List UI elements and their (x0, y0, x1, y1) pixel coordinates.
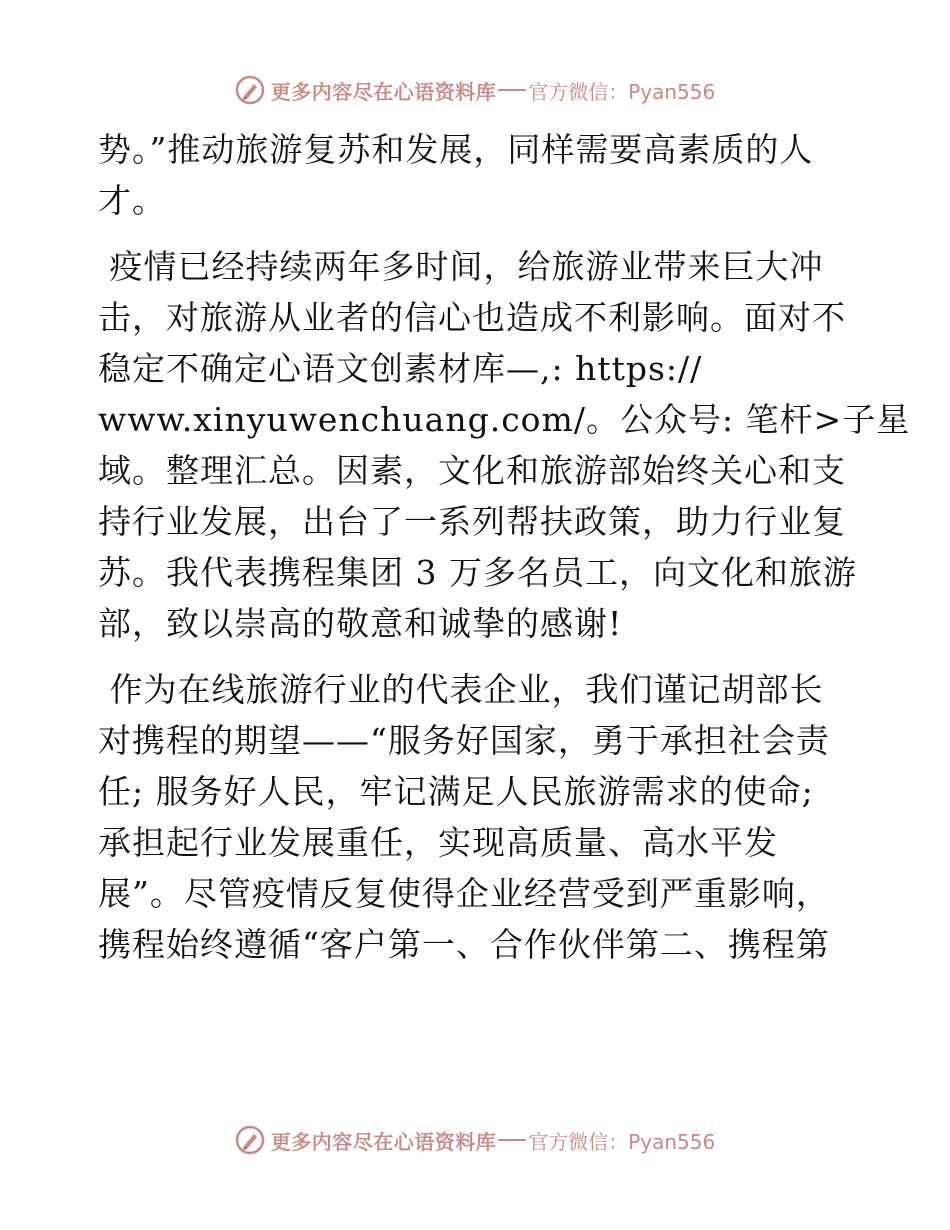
paragraph (98, 664, 858, 970)
header-banner-dash (498, 89, 526, 91)
text-line: www.xinyuwenchuang.com/。公众号: 笔杆>子星 (98, 400, 911, 439)
text-line: 携程始终遵循“客户第一、合作伙伴第二、携程第 (98, 925, 830, 964)
footer-banner (0, 1120, 950, 1160)
pen-logo-icon (235, 75, 265, 105)
paragraph (98, 124, 858, 226)
header-wechat: 官方微信：Pyan556 (528, 79, 716, 104)
text-line: 苏。我代表携程集团 3 万多名员工，向文化和旅游 (98, 553, 857, 592)
text-line: 击，对旅游从业者的信心也造成不利影响。面对不 (98, 298, 846, 337)
pen-logo-icon (235, 1125, 265, 1155)
document-body (98, 124, 911, 985)
header-banner-text: 更多内容尽在心语资料库 (270, 79, 497, 104)
footer-banner-text: 更多内容尽在心语资料库 (270, 1129, 497, 1154)
text-line: 承担起行业发展重任，实现高质量、高水平发 (98, 823, 778, 862)
text-line: 部，致以崇高的敬意和诚挚的感谢! (98, 604, 623, 643)
text-line: 域。整理汇总。因素，文化和旅游部始终关心和支 (98, 451, 846, 490)
text-line: 疫情已经持续两年多时间，给旅游业带来巨大冲 (98, 247, 824, 286)
footer-banner-dash (498, 1139, 526, 1141)
text-line: 作为在线旅游行业的代表企业，我们谨记胡部长 (98, 670, 824, 709)
text-line: 势。”推动旅游复苏和发展，同样需要高素质的人 (98, 130, 814, 169)
header-banner (0, 70, 950, 110)
text-line: 任; 服务好人民，牢记满足人民旅游需求的使命; (98, 772, 814, 811)
text-line: 稳定不确定心语文创素材库—,: https:// (98, 349, 703, 388)
footer-wechat: 官方微信：Pyan556 (528, 1129, 716, 1154)
paragraph (98, 241, 911, 649)
text-line: 才。 (98, 181, 166, 220)
text-line: 展”。尽管疫情反复使得企业经营受到严重影响， (98, 874, 830, 913)
text-line: 对携程的期望——“服务好国家，勇于承担社会责 (98, 721, 830, 760)
text-line: 持行业发展，出台了一系列帮扶政策，助力行业复 (98, 502, 846, 541)
